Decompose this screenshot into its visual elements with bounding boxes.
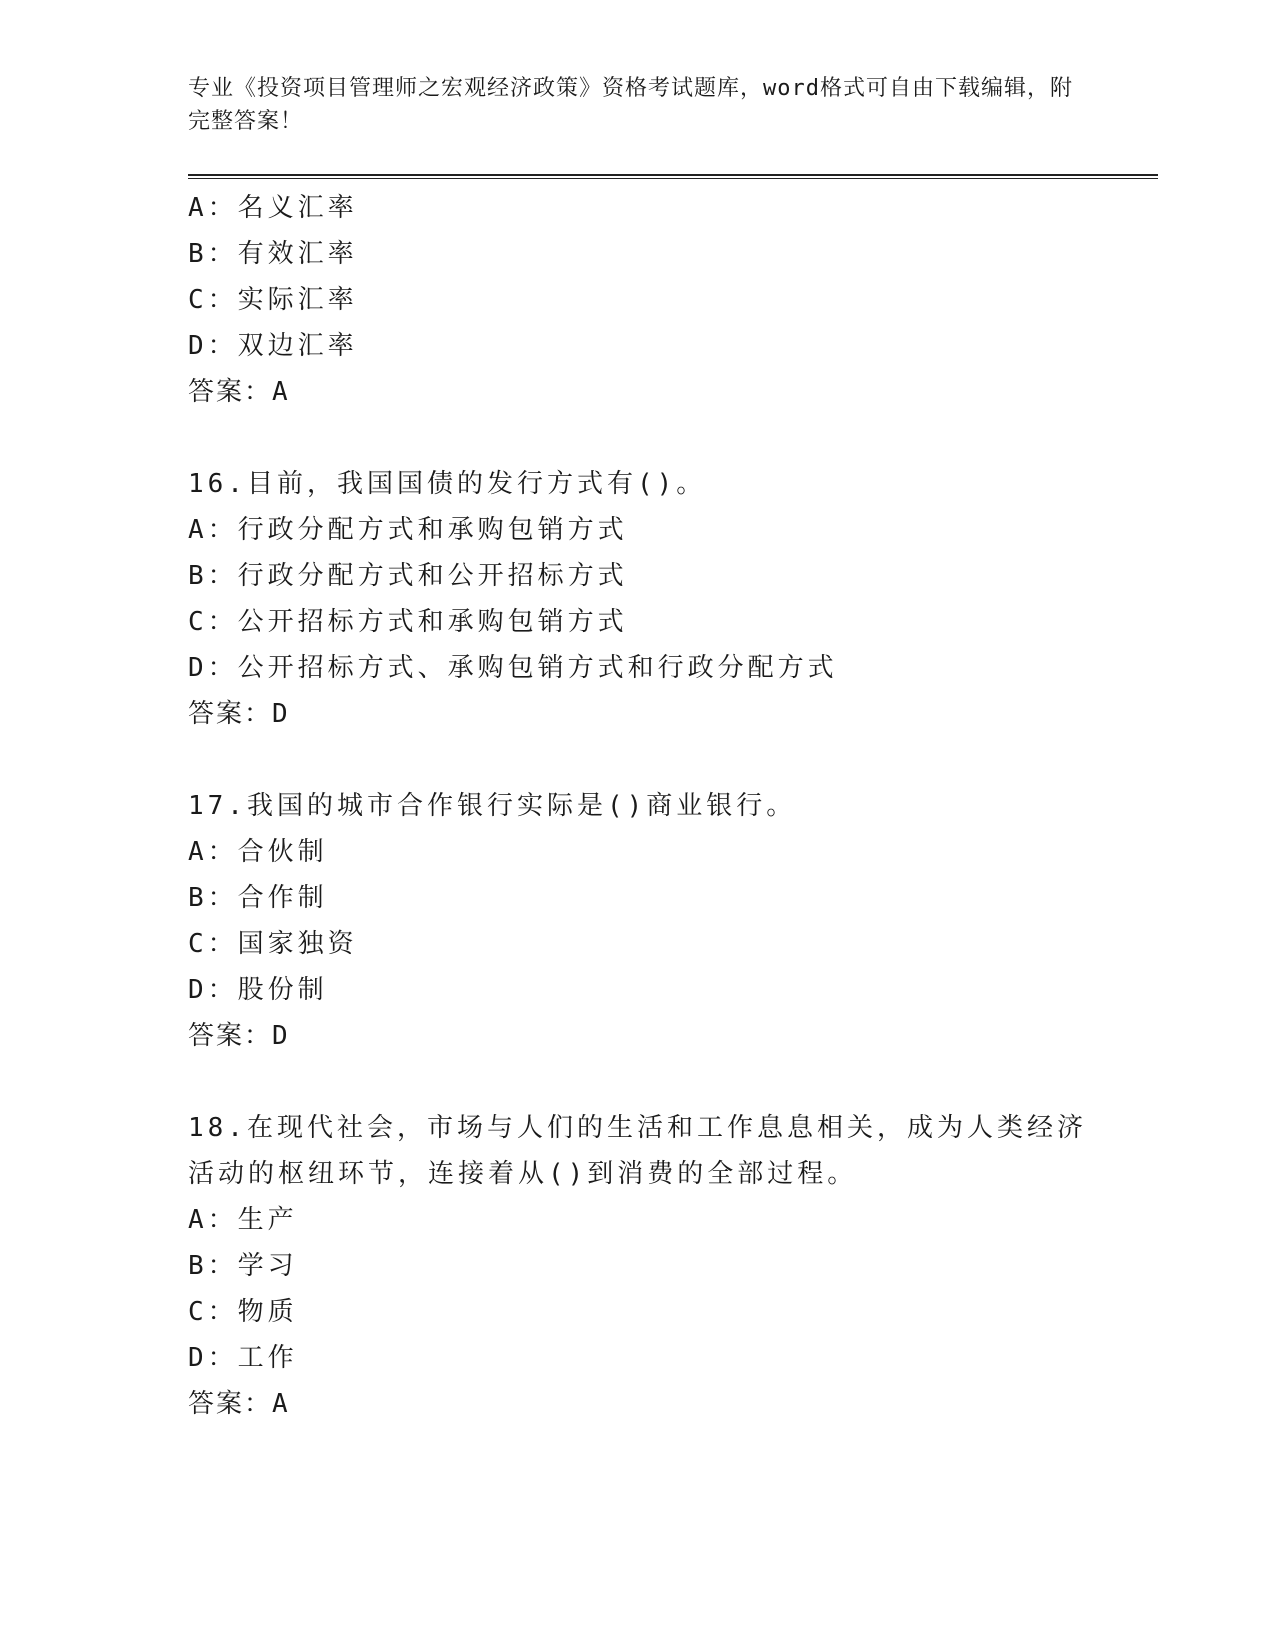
option-c: C：公开招标方式和承购包销方式 <box>188 607 628 637</box>
option-d: D：公开招标方式、承购包销方式和行政分配方式 <box>188 653 838 683</box>
answer-line <box>188 369 1158 415</box>
answer-label: 答案： <box>188 1021 273 1051</box>
answer-value: A <box>272 377 289 407</box>
option-a: A：合伙制 <box>188 837 328 867</box>
answer-label: 答案： <box>188 377 273 407</box>
option-d: D：双边汇率 <box>188 331 358 361</box>
option-a: A：行政分配方式和承购包销方式 <box>188 515 628 545</box>
option-b: B：合作制 <box>188 883 328 913</box>
answer-line <box>188 1381 1158 1427</box>
document-header: 专业《投资项目管理师之宏观经济政策》资格考试题库，word格式可自由下载编辑，附完整答案！ <box>188 76 1073 134</box>
option-b: B：行政分配方式和公开招标方式 <box>188 561 628 591</box>
question-stem: 16.目前，我国国债的发行方式有()。 <box>188 469 707 499</box>
question-16 <box>188 461 1158 737</box>
document-page <box>188 72 1158 1427</box>
question-list <box>188 185 1158 1427</box>
question-stem: 17.我国的城市合作银行实际是()商业银行。 <box>188 791 797 821</box>
question-17 <box>188 783 1158 1059</box>
answer-value: D <box>272 1021 289 1051</box>
header-divider <box>188 174 1158 179</box>
option-c: C：物质 <box>188 1297 298 1327</box>
option-c: C：实际汇率 <box>188 285 358 315</box>
option-c: C：国家独资 <box>188 929 358 959</box>
option-b: B：学习 <box>188 1251 298 1281</box>
question-15-partial <box>188 185 1158 415</box>
answer-line <box>188 691 1158 737</box>
answer-line <box>188 1013 1158 1059</box>
option-a: A：名义汇率 <box>188 193 358 223</box>
option-b: B：有效汇率 <box>188 239 358 269</box>
option-a: A：生产 <box>188 1205 298 1235</box>
question-stem: 18.在现代社会，市场与人们的生活和工作息息相关，成为人类经济活动的枢纽环节，连接着从()到消费的全部过程。 <box>188 1113 1087 1189</box>
answer-label: 答案： <box>188 699 273 729</box>
answer-value: D <box>272 699 289 729</box>
answer-label: 答案： <box>188 1389 273 1419</box>
answer-value: A <box>272 1389 289 1419</box>
option-d: D：股份制 <box>188 975 328 1005</box>
option-d: D：工作 <box>188 1343 298 1373</box>
question-18 <box>188 1105 1158 1427</box>
